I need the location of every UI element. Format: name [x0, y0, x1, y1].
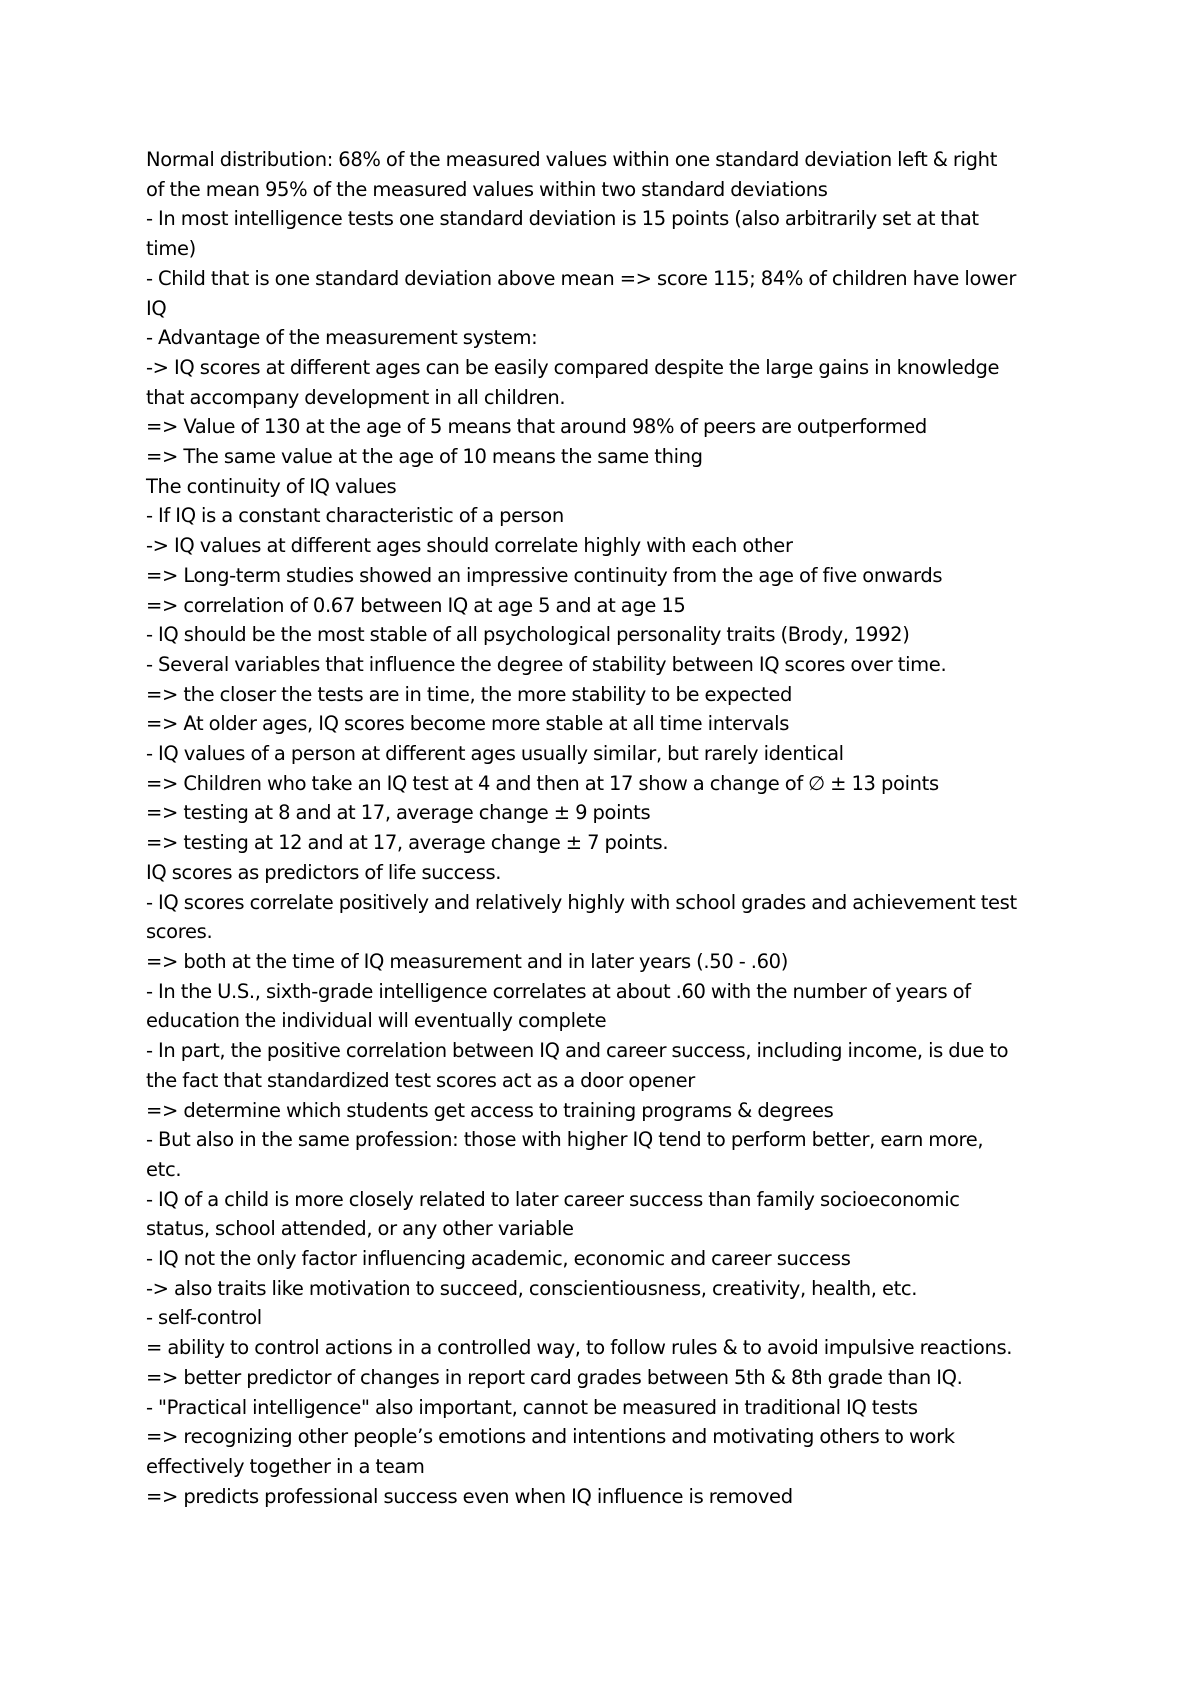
text-line: of the mean 95% of the measured values within two standard deviations: [146, 177, 828, 201]
text-line: - If IQ is a constant characteristic of a person: [146, 504, 564, 528]
text-line: - In most intelligence tests one standard deviation is 15 points (also arbitrarily set at that: [146, 207, 979, 231]
text-line: => Long-term studies showed an impressive continuity from the age of five onwards: [146, 563, 943, 587]
text-line: - IQ should be the most stable of all psychological personality traits (Brody, 1992): [146, 623, 910, 647]
text-line: => testing at 8 and at 17, average change ± 9 points: [146, 801, 651, 825]
text-line: - But also in the same profession: those with higher IQ tend to perform better, earn more,: [146, 1128, 984, 1152]
text-line: => determine which students get access to training programs & degrees: [146, 1098, 834, 1122]
text-line: scores.: [146, 920, 213, 944]
text-line: -> also traits like motivation to succeed, conscientiousness, creativity, health, etc.: [146, 1276, 918, 1300]
text-line: => correlation of 0.67 between IQ at age 5 and at age 15: [146, 593, 686, 617]
document-body: [146, 145, 1081, 1511]
text-line: => At older ages, IQ scores become more stable at all time intervals: [146, 712, 789, 736]
text-line: IQ: [146, 296, 167, 320]
text-line: time): [146, 237, 196, 261]
text-line: => recognizing other people’s emotions and intentions and motivating others to work: [146, 1425, 955, 1449]
text-line: -> IQ scores at different ages can be easily compared despite the large gains in knowledge: [146, 355, 1000, 379]
text-line: - self-control: [146, 1306, 262, 1330]
text-line: education the individual will eventually complete: [146, 1009, 607, 1033]
text-line: - Several variables that influence the degree of stability between IQ scores over time.: [146, 652, 947, 676]
text-line: => both at the time of IQ measurement and in later years (.50 - .60): [146, 949, 788, 973]
text-line: - IQ scores correlate positively and relatively highly with school grades and achievement test: [146, 890, 1017, 914]
text-line: - "Practical intelligence" also important, cannot be measured in traditional IQ tests: [146, 1395, 918, 1419]
text-line: -> IQ values at different ages should correlate highly with each other: [146, 534, 793, 558]
text-line: that accompany development in all children.: [146, 385, 566, 409]
section-heading: The continuity of IQ values: [146, 474, 397, 498]
section-heading: IQ scores as predictors of life success.: [146, 860, 502, 884]
text-line: => the closer the tests are in time, the more stability to be expected: [146, 682, 793, 706]
text-line: etc.: [146, 1157, 182, 1181]
text-line: => Value of 130 at the age of 5 means that around 98% of peers are outperformed: [146, 415, 927, 439]
text-line: => better predictor of changes in report card grades between 5th & 8th grade than IQ.: [146, 1365, 963, 1389]
text-line: - Advantage of the measurement system:: [146, 326, 538, 350]
text-line: - IQ of a child is more closely related to later career success than family socioeconomic: [146, 1187, 960, 1211]
text-line: - In the U.S., sixth-grade intelligence correlates at about .60 with the number of years of: [146, 979, 971, 1003]
text-line: the fact that standardized test scores act as a door opener: [146, 1068, 695, 1092]
text-line: => Children who take an IQ test at 4 and then at 17 show a change of ∅ ± 13 points: [146, 771, 939, 795]
text-line: => predicts professional success even when IQ influence is removed: [146, 1484, 793, 1508]
text-line: - Child that is one standard deviation above mean => score 115; 84% of children have lower: [146, 266, 1016, 290]
text-line: - IQ not the only factor influencing academic, economic and career success: [146, 1247, 851, 1271]
text-line: status, school attended, or any other variable: [146, 1217, 574, 1241]
text-line: => testing at 12 and at 17, average change ± 7 points.: [146, 831, 669, 855]
text-line: effectively together in a team: [146, 1454, 425, 1478]
text-line: Normal distribution: 68% of the measured values within one standard deviation left & right: [146, 148, 997, 171]
text-line: => The same value at the age of 10 means the same thing: [146, 445, 703, 469]
text-line: - In part, the positive correlation between IQ and career success, including income, is due to: [146, 1039, 1009, 1063]
text-line: - IQ values of a person at different ages usually similar, but rarely identical: [146, 742, 844, 766]
text-line: = ability to control actions in a controlled way, to follow rules & to avoid impulsive reactions.: [146, 1336, 1013, 1360]
